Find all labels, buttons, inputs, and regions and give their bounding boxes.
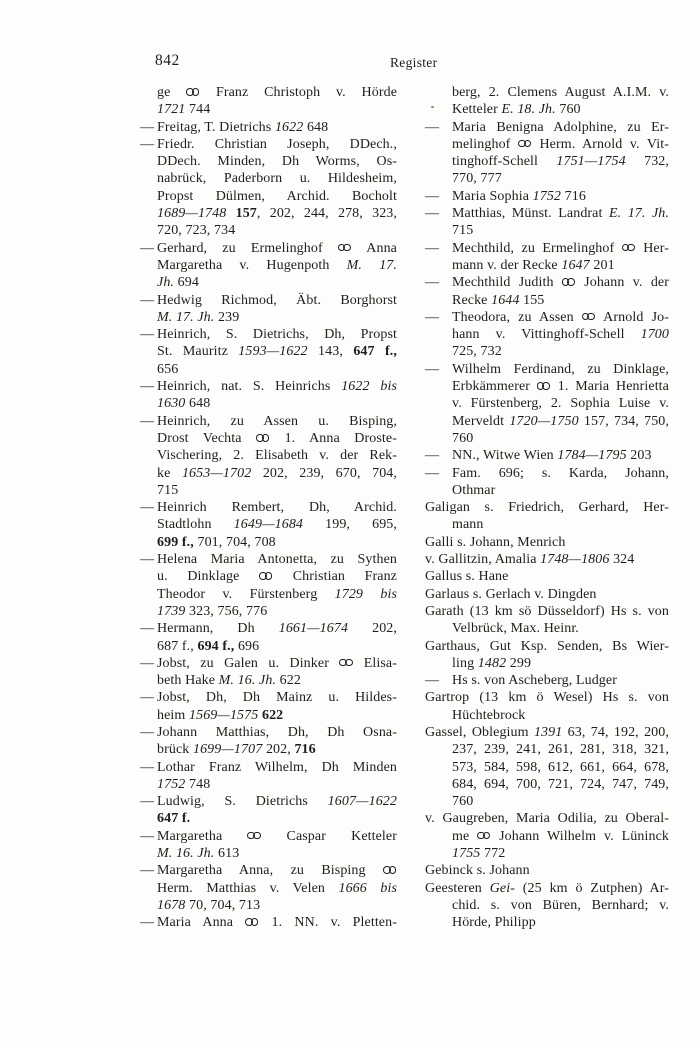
index-column-left [140, 84, 397, 932]
index-line: 687 f., 694 f., 696 [157, 638, 260, 654]
index-entry [140, 119, 397, 136]
index-line: Hs s. von Ascheberg, Ludger [452, 673, 617, 689]
index-line: 1739 323, 756, 776 [157, 603, 268, 619]
index-line: Margaretha Caspar Ketteler [157, 828, 397, 844]
index-line: melinghof Herm. Arnold v. Vit- [452, 136, 669, 152]
index-line: Gassel, Oblegium 1391 63, 74, 192, 200, [425, 724, 669, 740]
index-line: Hüchtebrock [452, 707, 526, 723]
index-line: Herm. Matthias v. Velen 1666 bis [157, 880, 397, 896]
index-line: v. Fürstenberg, 2. Sophia Luise v. [452, 396, 669, 412]
index-entry [140, 724, 397, 759]
index-line: Heinrich, nat. S. Heinrichs 1622 bis [157, 379, 397, 395]
index-line: 237, 239, 241, 261, 281, 318, 321, [452, 742, 669, 758]
index-line: Ketteler E. 18. Jh. 760 [452, 102, 581, 118]
marriage-rings-icon [245, 918, 259, 927]
marriage-rings-icon [622, 244, 636, 253]
index-entry [140, 655, 397, 690]
index-entry [140, 793, 397, 828]
index-entry [425, 447, 669, 464]
index-entry [425, 638, 669, 673]
index-line: Garlaus s. Gerlach v. Dingden [425, 586, 597, 602]
entry-dash: — [425, 448, 440, 464]
index-entry [425, 188, 669, 205]
index-entry [140, 240, 397, 292]
entry-dash: — [140, 119, 155, 135]
index-entry [425, 810, 669, 862]
index-entry [140, 84, 397, 119]
marriage-rings-icon [562, 278, 576, 287]
page-header-title: Register [390, 55, 438, 70]
index-entry [140, 326, 397, 378]
index-line: Maria Anna 1. NN. v. Pletten- [157, 915, 397, 931]
index-entry [425, 240, 669, 275]
marriage-rings-icon [247, 832, 261, 841]
index-line: 684, 694, 700, 721, 724, 747, 749, [452, 776, 669, 792]
index-line: 1630 648 [157, 396, 211, 412]
entry-dash: — [140, 724, 155, 740]
index-entry [425, 84, 669, 119]
index-line: brück 1699—1707 202, 716 [157, 742, 316, 758]
index-line: Erbkämmerer 1. Maria Henrietta [452, 379, 669, 395]
index-entry [425, 361, 669, 447]
index-line: Friedr. Christian Joseph, DDech., [157, 136, 397, 152]
index-line: Maria Benigna Adolphine, zu Er- [452, 119, 669, 135]
entry-dash: — [140, 379, 155, 395]
marriage-rings-icon [537, 382, 551, 391]
index-line: Mechthild Judith Johann v. der [452, 275, 669, 291]
index-line: Theodora, zu Assen Arnold Jo- [452, 309, 669, 325]
index-entry [425, 880, 669, 932]
index-line: 715 [157, 482, 179, 498]
index-line: Wilhelm Ferdinand, zu Dinklage, [452, 361, 669, 377]
index-line: M. 16. Jh. 613 [157, 846, 240, 862]
index-entry [425, 551, 669, 568]
index-line: 760 [452, 794, 474, 810]
entry-dash: — [140, 413, 155, 429]
index-line: NN., Witwe Wien 1784—1795 203 [452, 448, 652, 464]
index-entry [425, 862, 669, 879]
index-line: ge Franz Christoph v. Hörde [157, 85, 398, 100]
entry-dash: — [140, 552, 155, 568]
index-line: ke 1653—1702 202, 239, 670, 704, [157, 465, 398, 481]
index-line: 760 [452, 430, 474, 446]
marriage-rings-icon [518, 140, 532, 149]
index-line: v. Gaugreben, Maria Odilia, zu Oberal- [425, 811, 669, 827]
index-line: 647 f. [157, 811, 191, 827]
index-line: Garthaus, Gut Ksp. Senden, Bs Wier- [425, 638, 669, 654]
index-entry [425, 568, 669, 585]
index-line: Margaretha Anna, zu Bisping [140, 862, 397, 879]
index-entry [140, 828, 397, 863]
index-line: Hörde, Philipp [452, 915, 536, 931]
index-entry [140, 551, 397, 620]
marriage-rings-icon [186, 88, 200, 97]
index-entry [425, 724, 669, 810]
index-entry [425, 205, 669, 240]
index-entry [140, 620, 397, 655]
index-line: Margaretha v. Hugenpoth M. 17. [157, 257, 397, 273]
entry-dash: — [425, 119, 440, 135]
index-entry [425, 465, 669, 500]
index-line: Garath (13 km sö Düsseldorf) Hs s. von [425, 603, 669, 619]
entry-dash: — [425, 309, 440, 325]
index-line: Mechthild, zu Ermelinghof Her- [452, 240, 669, 256]
page-number: 842 [155, 52, 180, 69]
index-line: Helena Maria Antonetta, zu Sythen [157, 552, 397, 568]
index-entry [425, 689, 669, 724]
index-line: 1689—1748 157, 202, 244, 278, 323, [157, 206, 397, 222]
index-line: berg, 2. Clemens August A.I.M. v. [452, 85, 669, 100]
index-line: v. Gallitzin, Amalia 1748—1806 324 [425, 552, 635, 568]
index-line: Maria Sophia 1752 716 [452, 188, 586, 204]
index-line: Hermann, Dh 1661—1674 202, [157, 621, 398, 637]
index-line: Ludwig, S. Dietrichs 1607—1622 [157, 794, 397, 810]
entry-dash: — [425, 275, 440, 291]
index-line: Vischering, 2. Elisabeth v. der Rek- [157, 448, 397, 464]
index-line: Johann Matthias, Dh, Dh Osna- [157, 724, 397, 740]
entry-dash: — [425, 673, 440, 689]
index-entry [140, 689, 397, 724]
entry-dash: — [140, 915, 155, 931]
entry-dash: — [425, 361, 440, 377]
index-line: Jh. 694 [157, 275, 199, 291]
index-line: St. Mauritz 1593—1622 143, 647 f., [157, 344, 397, 360]
index-line: Jobst, zu Galen u. Dinker Elisa- [157, 655, 398, 671]
index-line: 1755 772 [452, 846, 506, 862]
index-line: Lothar Franz Wilhelm, Dh Minden [157, 759, 397, 775]
index-line: mann v. der Recke 1647 201 [452, 257, 615, 273]
marriage-rings-icon [338, 244, 352, 253]
index-line: ling 1482 299 [452, 655, 532, 671]
index-entry [425, 603, 669, 638]
index-line: heim 1569—1575 622 [157, 707, 284, 723]
index-line: Matthias, Münst. Landrat E. 17. Jh. [452, 206, 670, 222]
index-entry [140, 136, 397, 240]
index-line: DDech. Minden, Dh Worms, Os- [157, 154, 397, 170]
entry-dash: — [140, 655, 155, 671]
entry-dash: — [425, 206, 440, 222]
index-line: Propst Dülmen, Archid. Bocholt [157, 188, 397, 204]
marriage-rings-icon [256, 434, 270, 443]
entry-dash: — [140, 794, 155, 810]
index-line: Galli s. Johann, Menrich [425, 534, 566, 550]
index-line: Gallus s. Hane [425, 569, 509, 585]
index-entry [140, 914, 397, 931]
index-line: hann v. Vittinghoff-Schell 1700 [452, 327, 669, 343]
index-line: Hedwig Richmod, Äbt. Borghorst [157, 292, 397, 308]
index-line: 1721 744 [157, 102, 211, 118]
index-entry [425, 499, 669, 534]
index-entry [140, 499, 397, 551]
index-entry [425, 119, 669, 188]
entry-dash: — [140, 863, 155, 879]
index-line: Merveldt 1720—1750 157, 734, 750, [452, 413, 670, 429]
entry-dash: — [140, 690, 155, 706]
index-line: 1678 70, 704, 713 [157, 897, 261, 913]
entry-dash: — [140, 621, 155, 637]
index-line: 1752 748 [157, 776, 211, 792]
marriage-rings-icon [259, 572, 273, 581]
index-line: me Johann Wilhelm v. Lüninck [452, 828, 669, 844]
marriage-rings-icon [383, 866, 397, 875]
index-line: Gerhard, zu Ermelinghof Anna [157, 240, 397, 256]
index-line: u. Dinklage Christian Franz [157, 569, 397, 585]
index-line: Geesteren Gei- (25 km ö Zutphen) Ar- [425, 880, 670, 896]
index-line: Drost Vechta 1. Anna Droste- [157, 430, 397, 446]
index-line: mann [452, 517, 484, 533]
entry-dash: — [140, 136, 155, 152]
entry-dash: — [140, 759, 155, 775]
index-entry [140, 862, 397, 914]
index-entry [140, 759, 397, 794]
index-line: Freitag, T. Dietrichs 1622 648 [157, 119, 329, 135]
index-line: Galigan s. Friedrich, Gerhard, Her- [425, 500, 669, 516]
entry-dash: — [140, 292, 155, 308]
entry-dash: — [425, 188, 440, 204]
index-column-right [425, 84, 669, 932]
index-line: 573, 584, 598, 612, 661, 664, 678, [452, 759, 669, 775]
entry-dash: — [425, 465, 440, 481]
index-line: tinghoff-Schell 1751—1754 732, [452, 154, 669, 170]
index-line: Heinrich Rembert, Dh, Archid. [157, 500, 397, 516]
index-line: M. 17. Jh. 239 [157, 309, 240, 325]
index-line: 725, 732 [452, 344, 502, 360]
index-line: 720, 723, 734 [157, 223, 236, 239]
index-entry [425, 534, 669, 551]
index-line: chid. s. von Büren, Bernhard; v. [452, 897, 669, 913]
entry-dash: — [140, 327, 155, 343]
index-line: Heinrich, zu Assen u. Bisping, [157, 413, 397, 429]
index-line: beth Hake M. 16. Jh. 622 [157, 673, 301, 689]
index-line: Jobst, Dh, Dh Mainz u. Hildes- [157, 690, 397, 706]
index-line: Velbrück, Max. Heinr. [452, 621, 579, 637]
index-line: Heinrich, S. Dietrichs, Dh, Propst [157, 327, 397, 343]
index-entry [425, 672, 669, 689]
marriage-rings-icon [339, 659, 353, 668]
index-line: 699 f., 701, 704, 708 [157, 534, 276, 550]
index-line: 656 [157, 361, 179, 377]
index-entry [425, 309, 669, 361]
index-line: Stadtlohn 1649—1684 199, 695, [157, 517, 398, 533]
marriage-rings-icon [477, 832, 491, 841]
index-line: Recke 1644 155 [452, 292, 545, 308]
index-line: Fam. 696; s. Karda, Johann, [452, 465, 669, 481]
index-entry [140, 378, 397, 413]
marriage-rings-icon [582, 313, 596, 322]
index-entry [425, 586, 669, 603]
index-line: Gebinck s. Johann [425, 863, 530, 879]
index-line: Othmar [452, 482, 496, 498]
index-line: 770, 777 [452, 171, 502, 187]
index-line: 715 [452, 223, 474, 239]
index-line: Gartrop (13 km ö Wesel) Hs s. von [425, 690, 669, 706]
index-line: nabrück, Paderborn u. Hildesheim, [157, 171, 397, 187]
entry-dash: — [425, 240, 440, 256]
index-entry [425, 274, 669, 309]
index-entry [140, 292, 397, 327]
index-line: Theodor v. Fürstenberg 1729 bis [157, 586, 397, 602]
entry-dash: — [140, 500, 155, 516]
entry-dash: — [140, 828, 155, 844]
index-entry [140, 413, 397, 499]
entry-dash: — [140, 240, 155, 256]
